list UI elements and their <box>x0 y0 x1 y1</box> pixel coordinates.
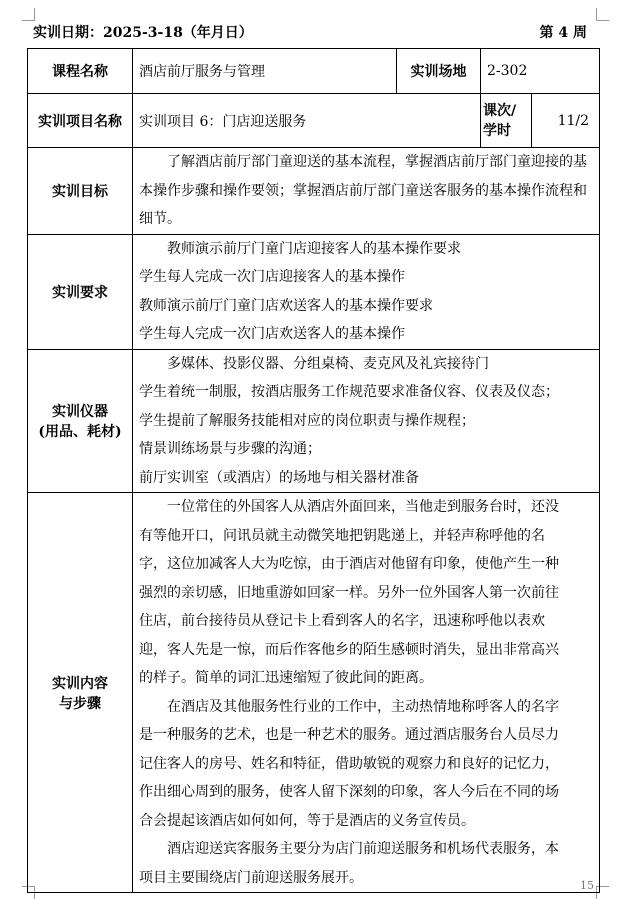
row-content <box>28 493 600 893</box>
margin-corner-top-left <box>22 8 35 21</box>
project-label: 实训项目名称 <box>28 94 133 148</box>
content-paragraph: 一位常住的外国客人从酒店外面回来，当他走到服务台时，还没有等他开口，问讯员就主动微笑地把钥匙递上，并轻声称呼他的名字，这位加减客人大为吃惊，由于酒店对他留有印象，使他产生一种强烈的亲切感，旧地重游如回家一样。另外一位外国客人第一次前往住店，前台接待员从登记卡上看到客人的名字，迅速称呼他以表欢迎，客人先是一惊，而后作客他乡的陌生感顿时消失，显出非常高兴的样子。简单的词汇迅速缩短了彼此间的距离。 <box>139 499 559 686</box>
document-header <box>33 22 587 42</box>
project-value[interactable]: 实训项目 6：门店迎送服务 <box>133 94 481 148</box>
equipment-line: 多媒体、投影仪器、分组桌椅、麦克风及礼宾接待门 <box>167 355 489 372</box>
session-label: 课次/学时 <box>481 94 532 148</box>
row-goal <box>28 148 600 235</box>
row-requirements <box>28 234 600 349</box>
requirements-cell[interactable] <box>133 234 600 349</box>
page-number: 15 <box>580 879 594 892</box>
goal-cell[interactable] <box>133 148 600 235</box>
equipment-cell[interactable] <box>133 349 600 493</box>
equipment-line: 学生提前了解服务技能相对应的岗位职责与操作规程； <box>139 412 475 429</box>
week-number: 第 4 周 <box>539 25 587 41</box>
requirements-label: 实训要求 <box>28 234 133 349</box>
row-course <box>28 49 600 94</box>
requirement-line: 学生每人完成一次门店迎接客人的基本操作 <box>139 269 405 285</box>
goal-label: 实训目标 <box>28 148 133 235</box>
site-value[interactable]: 2-302 <box>481 49 600 94</box>
equipment-line: 情景训练场景与步骤的沟通； <box>139 441 321 457</box>
row-equipment <box>28 349 600 493</box>
training-table <box>27 48 600 893</box>
content-paragraph: 在酒店及其他服务性行业的工作中，主动热情地称呼客人的名字是一种服务的艺术，也是一种艺术的服务。通过酒店服务台人员尽力记住客人的房号、姓名和特征，借助敏锐的观察力和良好的记忆力，作出细心周到的服务，使客人留下深刻的印象，客人今后在不同的场合会提起该酒店如何如何，等于是酒店的义务宣传员。 <box>139 698 559 829</box>
row-project <box>28 94 600 148</box>
content-paragraph: 酒店迎送宾客服务主要分为店门前迎送服务和机场代表服务，本项目主要围绕店门前迎送服务展开。 <box>139 841 559 886</box>
training-date: 实训日期：2025-3-18（年月日） <box>33 25 253 41</box>
content-label <box>28 493 133 893</box>
course-value[interactable]: 酒店前厅服务与管理 <box>133 49 397 94</box>
margin-corner-top-right <box>596 8 609 21</box>
site-label: 实训场地 <box>397 49 481 94</box>
content-label-line2: 与步骤 <box>59 695 101 712</box>
requirement-line: 教师演示前厅门童门店欢送客人的基本操作要求 <box>139 297 433 314</box>
requirement-line: 教师演示前厅门童门店迎接客人的基本操作要求 <box>167 240 461 257</box>
content-label-line1: 实训内容 <box>52 675 108 692</box>
content-cell[interactable] <box>133 493 600 893</box>
equipment-label-line1: 实训仪器 <box>52 403 108 420</box>
requirement-line: 学生每人完成一次门店欢送客人的基本操作 <box>139 326 405 342</box>
equipment-label <box>28 349 133 493</box>
equipment-line: 前厅实训室（或酒店）的场地与相关器材准备 <box>139 469 419 486</box>
session-value[interactable]: 11/2 <box>532 94 600 148</box>
equipment-label-line2: (用品、耗材) <box>38 423 122 440</box>
course-label: 课程名称 <box>28 49 133 94</box>
goal-text: 了解酒店前厅部门童迎送的基本流程，掌握酒店前厅部门童迎接的基本操作步骤和操作要领；掌握酒店前厅部门童送客服务的基本操作流程和细节。 <box>139 154 587 227</box>
equipment-line: 学生着统一制服，按酒店服务工作规范要求准备仪容、仪表及仪态； <box>139 384 559 400</box>
